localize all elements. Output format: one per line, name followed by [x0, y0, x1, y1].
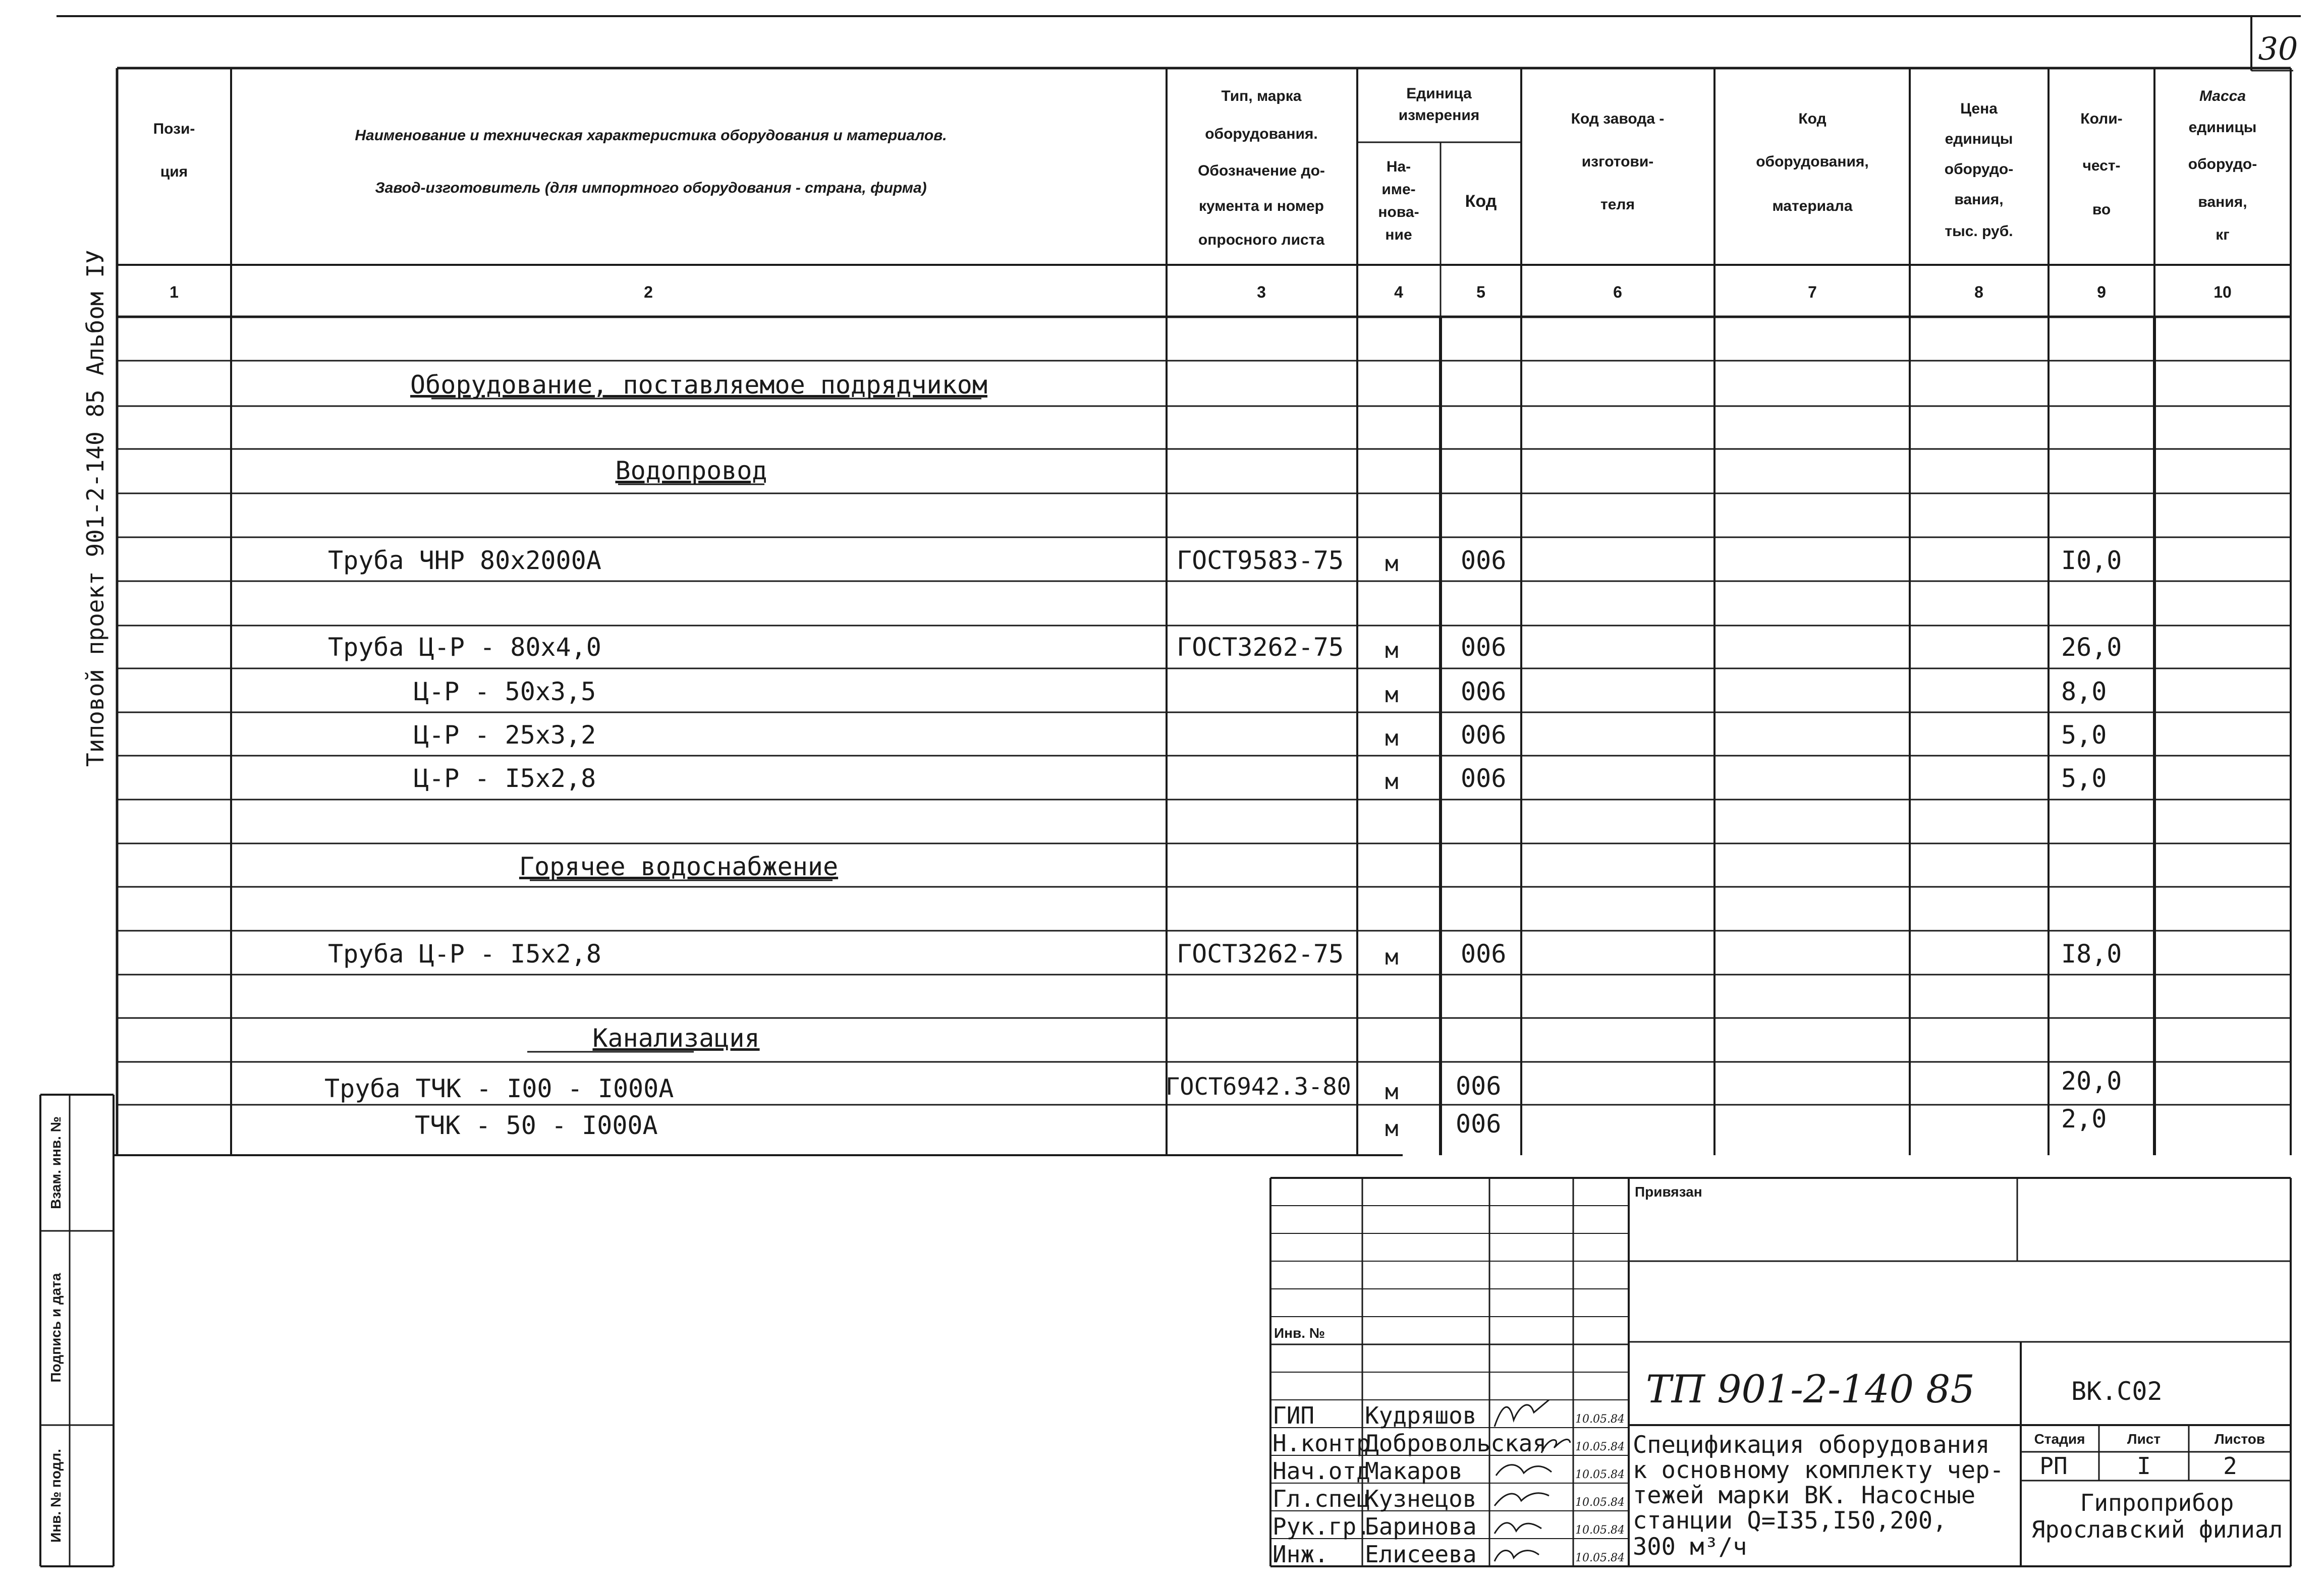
row-4-unit: м [1385, 725, 1399, 751]
column-number-6: 6 [1613, 283, 1622, 301]
header-price-3: оборудо- [1944, 161, 2014, 178]
row-2-qty: 26,0 [2061, 633, 2122, 662]
header-unit-name-4: ние [1385, 227, 1412, 243]
title-line-1: Спецификация оборудования [1633, 1431, 1990, 1459]
stamp-signature-date: Подпись и дата [48, 1273, 64, 1383]
person-name-nachotd: Макаров [1365, 1457, 1463, 1485]
person-date-gip: 10.05.84 [1575, 1413, 1625, 1426]
title-line-3: тежей марки ВК. Насосные [1633, 1482, 1976, 1509]
row-8-qty: 2,0 [2061, 1104, 2107, 1134]
person-role-nachotd: Нач.отд [1272, 1457, 1370, 1485]
title-line-2: к основному комплекту чер- [1633, 1456, 2004, 1484]
person-role-gip: ГИП [1272, 1402, 1315, 1429]
page-number: 30 [2258, 30, 2298, 67]
row-2-code: 006 [1461, 633, 1507, 662]
column-number-1: 1 [170, 283, 179, 301]
header-type-2: оборудования. [1205, 126, 1318, 142]
person-date-nkontr: 10.05.84 [1575, 1441, 1625, 1453]
header-quantity-2: чест- [2082, 157, 2121, 174]
header-maker-code-2: изготови- [1581, 153, 1654, 170]
row-2-unit: м [1385, 638, 1399, 663]
row-2-doc: ГОСТ3262-75 [1177, 633, 1344, 662]
header-equipment-code-2: оборудования, [1756, 153, 1869, 170]
row-6-name: Труба Ц-Р - I5х2,8 [328, 939, 601, 969]
top-border [57, 16, 2301, 71]
signature-nachotd [1496, 1465, 1552, 1476]
row-3-code: 006 [1461, 677, 1507, 706]
header-type-5: опросного листа [1198, 232, 1325, 248]
person-date-rukgr: 10.05.84 [1575, 1524, 1625, 1537]
person-date-nachotd: 10.05.84 [1575, 1468, 1625, 1481]
table-header [153, 85, 2257, 301]
column-number-4: 4 [1394, 283, 1403, 301]
person-name-nkontr: Добровольская [1365, 1430, 1547, 1457]
row-4-code: 006 [1461, 720, 1507, 750]
row-1-qty: I0,0 [2061, 546, 2122, 575]
column-number-5: 5 [1476, 283, 1485, 301]
header-equipment-code: Код [1798, 110, 1827, 127]
column-number-3: 3 [1257, 283, 1266, 301]
header-unit-name-2: име- [1381, 181, 1416, 198]
row-6-doc: ГОСТ3262-75 [1177, 939, 1344, 969]
header-position: Пози- [153, 121, 195, 137]
header-mass-2: единицы [2188, 119, 2257, 136]
header-quantity-3: во [2092, 201, 2111, 218]
person-role-inzh: Инж. [1272, 1541, 1329, 1568]
side-label: Типовой проект 901-2-140 85 Альбом IУ [82, 250, 109, 767]
section-contractor: Оборудование, поставляемое подрядчиком [410, 370, 987, 400]
title-line-5: 300 м³/ч [1633, 1533, 1747, 1561]
signature-inzh [1495, 1550, 1539, 1561]
person-name-inzh: Елисеева [1365, 1541, 1477, 1568]
header-unit-name: На- [1386, 158, 1411, 175]
header-unit-name-3: нова- [1378, 204, 1419, 220]
stamp-original-inv: Инв. № подл. [48, 1449, 64, 1543]
row-6-unit: м [1385, 944, 1399, 970]
row-1-unit: м [1385, 551, 1399, 577]
person-name-glspec: Кузнецов [1365, 1485, 1477, 1512]
signatures [1495, 1400, 1570, 1561]
header-unit-code: Код [1465, 192, 1497, 211]
row-7-doc: ГОСТ6942.3-80 [1166, 1073, 1351, 1101]
title-block-text [1272, 1184, 2283, 1568]
header-type-4: кумента и номер [1198, 198, 1324, 214]
section-water: Водопровод [615, 456, 767, 485]
column-number-7: 7 [1808, 283, 1817, 301]
project-code: ТП 901-2-140 85 [1646, 1367, 1975, 1411]
row-8-unit: м [1385, 1116, 1399, 1142]
signature-gip [1495, 1400, 1549, 1427]
row-1-code: 006 [1461, 546, 1507, 575]
column-number-2: 2 [644, 283, 653, 301]
header-equipment-code-3: материала [1772, 198, 1853, 214]
header-name: Наименование и техническая характеристика оборудования и материалов. [355, 127, 947, 144]
row-7-qty: 20,0 [2061, 1066, 2122, 1096]
title-line-4: станции Q=I35,I50,200, [1633, 1507, 1947, 1535]
column-number-10: 10 [2214, 283, 2232, 301]
stage-value: РП [2039, 1452, 2068, 1480]
row-5-code: 006 [1461, 764, 1507, 793]
header-type-3: Обозначение до- [1198, 162, 1325, 179]
person-date-inzh: 10.05.84 [1575, 1552, 1625, 1564]
sheets-value: 2 [2223, 1452, 2237, 1480]
row-4-qty: 5,0 [2061, 720, 2107, 750]
column-number-8: 8 [1974, 283, 1983, 301]
row-7-name: Труба ТЧК - I00 - I000А [324, 1074, 674, 1103]
header-mass-5: кг [2216, 227, 2230, 243]
person-role-rukgr: Рук.гр. [1272, 1513, 1370, 1540]
row-2-name: Труба Ц-Р - 80х4,0 [328, 633, 601, 662]
header-unit-group-2: измерения [1398, 107, 1480, 124]
header-position-2: ция [160, 163, 188, 180]
header-mass-3: оборудо- [2188, 156, 2257, 173]
header-price: Цена [1960, 100, 1998, 117]
row-1-doc: ГОСТ9583-75 [1177, 546, 1344, 575]
privyazan-label: Привязан [1635, 1184, 1702, 1200]
header-unit-group: Единица [1406, 85, 1472, 102]
sheets-label: Листов [2214, 1431, 2265, 1447]
header-mass: Масса [2199, 88, 2246, 104]
header-mass-4: вания, [2198, 194, 2247, 210]
header-type: Тип, марка [1221, 88, 1302, 104]
row-8-name: ТЧК - 50 - I000А [415, 1111, 658, 1140]
row-7-unit: м [1385, 1079, 1399, 1105]
org-name: Гипроприбор [2080, 1489, 2234, 1516]
sheet-label: Лист [2127, 1431, 2161, 1447]
signature-glspec [1495, 1493, 1549, 1506]
row-5-name: Ц-Р - I5х2,8 [414, 764, 596, 793]
row-6-code: 006 [1461, 939, 1507, 969]
row-5-qty: 5,0 [2061, 764, 2107, 793]
stamp-replacement-inv: Взам. инв. № [48, 1116, 64, 1209]
signature-rukgr [1495, 1523, 1541, 1534]
header-price-5: тыс. руб. [1945, 223, 2013, 240]
person-name-gip: Кудряшов [1365, 1402, 1477, 1429]
row-4-name: Ц-Р - 25х3,2 [414, 720, 596, 750]
person-role-nkontr: Н.контр [1272, 1430, 1370, 1457]
header-manufacturer: Завод-изготовитель (для импортного оборудования - страна, фирма) [375, 180, 927, 196]
row-3-name: Ц-Р - 50х3,5 [414, 677, 596, 706]
org-branch: Ярославский филиал [2031, 1516, 2283, 1543]
person-name-rukgr: Баринова [1365, 1513, 1477, 1540]
row-1-name: Труба ЧНР 80х2000А [328, 546, 601, 575]
row-3-qty: 8,0 [2061, 677, 2107, 706]
inv-no-label: Инв. № [1274, 1325, 1325, 1341]
header-price-2: единицы [1945, 131, 2013, 147]
row-3-unit: м [1385, 682, 1399, 708]
row-5-unit: м [1385, 769, 1399, 795]
sheet-value: I [2137, 1452, 2151, 1480]
header-maker-code-3: теля [1600, 196, 1635, 213]
person-role-glspec: Гл.спец [1272, 1485, 1370, 1512]
section-sewer: Канализация [592, 1024, 760, 1053]
row-8-code: 006 [1456, 1109, 1502, 1139]
section-hot-water: Горячее водоснабжение [519, 852, 839, 881]
header-quantity: Коли- [2080, 110, 2123, 127]
stage-label: Стадия [2034, 1431, 2085, 1447]
column-number-9: 9 [2097, 283, 2106, 301]
person-date-glspec: 10.05.84 [1575, 1496, 1625, 1509]
header-price-4: вания, [1954, 191, 2004, 208]
row-6-qty: I8,0 [2061, 939, 2122, 969]
row-7-code: 006 [1456, 1071, 1502, 1101]
sheet-code: ВК.С02 [2071, 1377, 2163, 1406]
header-maker-code: Код завода - [1571, 110, 1665, 127]
